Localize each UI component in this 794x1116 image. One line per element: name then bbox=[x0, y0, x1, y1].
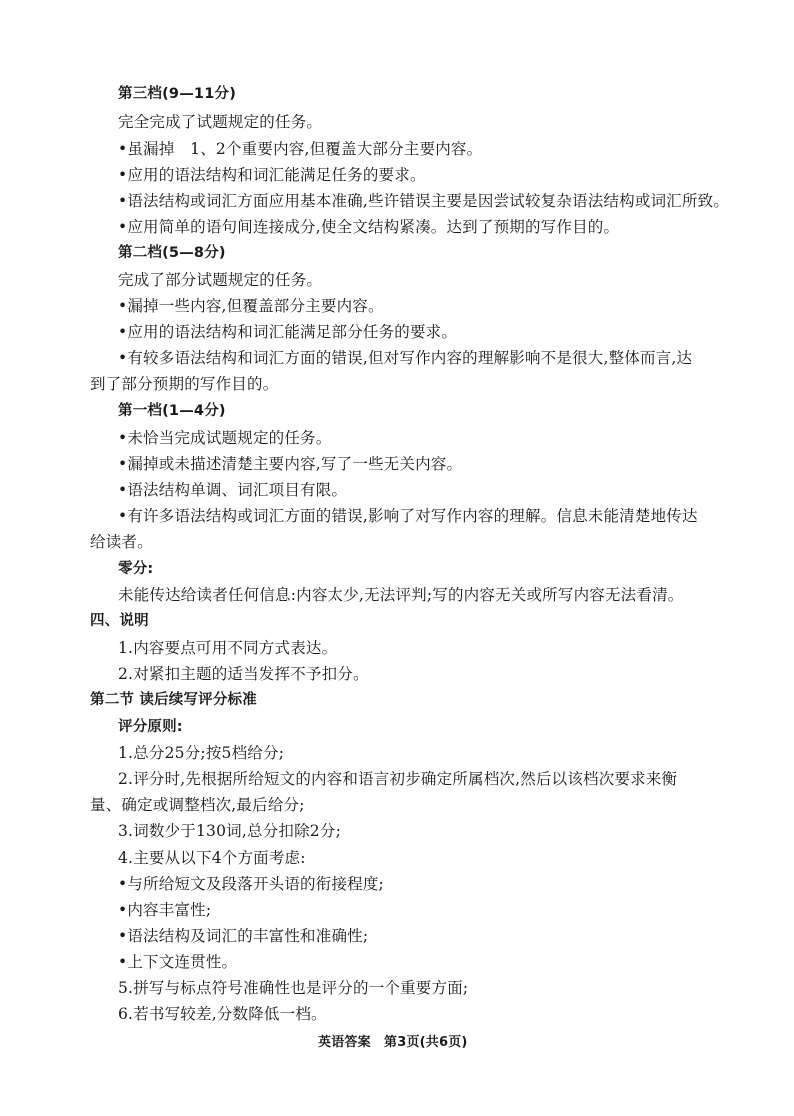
bullet-line: •应用的语法结构和词汇能满足部分任务的要求。 bbox=[118, 323, 458, 341]
bullet-line: •上下文连贯性。 bbox=[118, 953, 238, 971]
bullet-line: •有许多语法结构或词汇方面的错误,影响了对写作内容的理解。信息未能清楚地传达 bbox=[118, 507, 698, 525]
bullet-line: •与所给短文及段落开头语的衔接程度; bbox=[118, 875, 384, 893]
page-footer: 英语答案 第3页(共6页) bbox=[318, 1035, 468, 1050]
bullet-line: •语法结构单调、词汇项目有限。 bbox=[118, 481, 348, 499]
heading-level-3: 第三档(9—11分) bbox=[118, 86, 237, 102]
bullet-line: •应用的语法结构和词汇能满足任务的要求。 bbox=[118, 166, 426, 184]
text-line: 1.内容要点可用不同方式表达。 bbox=[118, 639, 338, 657]
text-line: 3.词数少于130词,总分扣除2分; bbox=[118, 822, 341, 840]
text-line: 完成了部分试题规定的任务。 bbox=[118, 271, 323, 289]
text-line: 6.若书写较差,分数降低一档。 bbox=[118, 1005, 327, 1023]
section-heading-notes: 四、说明 bbox=[90, 613, 149, 629]
bullet-line: •漏掉或未描述清楚主要内容,写了一些无关内容。 bbox=[118, 455, 463, 473]
bullet-line: •内容丰富性; bbox=[118, 901, 212, 919]
bullet-line: •有较多语法结构和词汇方面的错误,但对写作内容的理解影响不是很大,整体而言,达 bbox=[118, 349, 693, 367]
text-line: 2.评分时,先根据所给短文的内容和语言初步确定所属档次,然后以该档次要求来衡 bbox=[118, 770, 678, 788]
section-heading-continuation-writing: 第二节 读后续写评分标准 bbox=[90, 692, 257, 708]
continuation-line: 给读者。 bbox=[90, 533, 153, 551]
bullet-line: •语法结构或词汇方面应用基本准确,些许错误主要是因尝试较复杂语法结构或词汇所致。 bbox=[118, 192, 730, 210]
text-line: 完全完成了试题规定的任务。 bbox=[118, 113, 323, 131]
continuation-line: 到了部分预期的写作目的。 bbox=[90, 375, 279, 393]
text-line: 2.对紧扣主题的适当发挥不予扣分。 bbox=[118, 665, 369, 683]
text-line: 4.主要从以下4个方面考虑: bbox=[118, 849, 306, 867]
text-line: 1.总分25分;按5档给分; bbox=[118, 744, 285, 762]
bullet-line: •虽漏掉 1、2个重要内容,但覆盖大部分主要内容。 bbox=[118, 140, 483, 158]
bullet-line: •未恰当完成试题规定的任务。 bbox=[118, 429, 332, 447]
heading-zero: 零分: bbox=[118, 561, 154, 577]
continuation-line: 量、确定或调整档次,最后给分; bbox=[90, 796, 305, 814]
heading-level-2: 第二档(5—8分) bbox=[118, 245, 226, 261]
text-line: 5.拼写与标点符号准确性也是评分的一个重要方面; bbox=[118, 979, 469, 997]
bullet-line: •语法结构及词汇的丰富性和准确性; bbox=[118, 927, 369, 945]
bullet-line: •漏掉一些内容,但覆盖部分主要内容。 bbox=[118, 297, 384, 315]
heading-level-1: 第一档(1—4分) bbox=[118, 403, 226, 419]
text-line: 未能传达给读者任何信息:内容太少,无法评判;写的内容无关或所写内容无法看清。 bbox=[118, 586, 684, 604]
bullet-line: •应用简单的语句间连接成分,使全文结构紧凑。达到了预期的写作目的。 bbox=[118, 218, 620, 236]
subheading-principles: 评分原则: bbox=[118, 719, 183, 735]
